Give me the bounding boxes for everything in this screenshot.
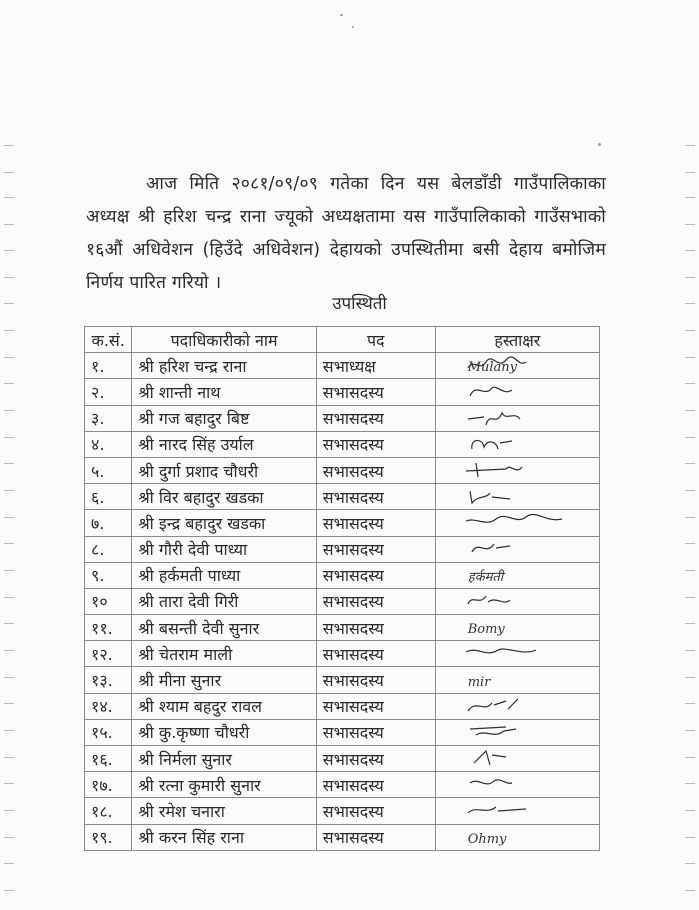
handwritten-signature bbox=[466, 721, 566, 743]
row-post: सभासदस्य bbox=[316, 510, 435, 536]
row-signature bbox=[435, 431, 599, 457]
row-signature bbox=[435, 693, 599, 719]
table-row bbox=[85, 484, 600, 510]
row-name: श्री रमेश चनारा bbox=[132, 798, 316, 824]
row-post: सभासदस्य bbox=[316, 667, 435, 693]
table-row bbox=[85, 641, 600, 667]
row-signature bbox=[435, 719, 599, 745]
scan-speck bbox=[598, 143, 601, 146]
row-post: सभासदस्य bbox=[316, 405, 435, 431]
table-row bbox=[85, 588, 600, 614]
header-post: पद bbox=[316, 327, 435, 353]
attendance-table bbox=[84, 326, 600, 851]
row-name: श्री निर्मला सुनार bbox=[132, 746, 316, 772]
row-post: सभासदस्य bbox=[316, 824, 435, 850]
row-post: सभासदस्य bbox=[316, 746, 435, 772]
table-row bbox=[85, 353, 600, 379]
row-post: सभाध्यक्ष bbox=[316, 353, 435, 379]
handwritten-signature bbox=[466, 511, 566, 533]
right-margin-marks bbox=[685, 0, 699, 910]
handwritten-signature bbox=[466, 799, 566, 821]
table-row bbox=[85, 536, 600, 562]
handwritten-signature bbox=[466, 459, 566, 481]
row-serial: १७. bbox=[85, 772, 132, 798]
row-name: श्री हरिश चन्द्र राना bbox=[132, 353, 316, 379]
row-signature bbox=[435, 562, 599, 588]
header-signature: हस्ताक्षर bbox=[435, 327, 599, 353]
row-post: सभासदस्य bbox=[316, 457, 435, 483]
row-name: श्री दुर्गा प्रशाद चौधरी bbox=[132, 457, 316, 483]
handwritten-signature bbox=[466, 747, 566, 769]
table-row bbox=[85, 667, 600, 693]
row-post: सभासदस्य bbox=[316, 588, 435, 614]
table-row bbox=[85, 379, 600, 405]
row-serial: ७. bbox=[85, 510, 132, 536]
table-row bbox=[85, 615, 600, 641]
handwritten-signature bbox=[466, 590, 566, 612]
row-signature bbox=[435, 615, 599, 641]
signature-text: Bomy bbox=[467, 622, 505, 638]
row-serial: १५. bbox=[85, 719, 132, 745]
row-name: श्री इन्द्र बहादुर खडका bbox=[132, 510, 316, 536]
table-row bbox=[85, 431, 600, 457]
signature-text: Mulany bbox=[467, 360, 518, 376]
row-name: श्री चेतराम माली bbox=[132, 641, 316, 667]
row-serial: ९. bbox=[85, 562, 132, 588]
row-signature bbox=[435, 379, 599, 405]
handwritten-signature bbox=[466, 695, 566, 717]
resolution-paragraph: आज मिति २०८१/०९/०९ गतेका दिन यस बेलडाँडी गाउँपालिकाका अध्यक्ष श्री हरिश चन्द्र राना ज्यूको अध्यक्षतामा यस गाउँपालिकाको गाउँसभाको १६औं अधिवेशन (हिउँदे अधिवेशन) देहायको उपस्थितीमा बसी देहाय बमोजिम निर्णय पारित गरियो । bbox=[86, 173, 606, 293]
handwritten-signature bbox=[466, 354, 566, 376]
row-signature bbox=[435, 510, 599, 536]
row-name: श्री हर्कमती पाध्या bbox=[132, 562, 316, 588]
signature-text: हर्कमती bbox=[467, 569, 504, 585]
handwritten-signature bbox=[466, 773, 566, 795]
row-post: सभासदस्य bbox=[316, 484, 435, 510]
row-serial: ५. bbox=[85, 457, 132, 483]
table-row bbox=[85, 746, 600, 772]
table-row bbox=[85, 405, 600, 431]
handwritten-signature bbox=[466, 433, 566, 455]
row-name: श्री तारा देवी गिरी bbox=[132, 588, 316, 614]
row-serial: ११. bbox=[85, 615, 132, 641]
row-signature bbox=[435, 457, 599, 483]
row-signature bbox=[435, 824, 599, 850]
row-name: श्री श्याम बहदुर रावल bbox=[132, 693, 316, 719]
signature-text: Ohmy bbox=[467, 831, 507, 847]
left-margin-marks bbox=[4, 0, 18, 910]
row-serial: ४. bbox=[85, 431, 132, 457]
row-name: श्री कु.कृष्णा चौधरी bbox=[132, 719, 316, 745]
table-row bbox=[85, 772, 600, 798]
row-serial: १४. bbox=[85, 693, 132, 719]
row-post: सभासदस्य bbox=[316, 798, 435, 824]
table-row bbox=[85, 693, 600, 719]
row-serial: १८. bbox=[85, 798, 132, 824]
row-serial: ३. bbox=[85, 405, 132, 431]
row-name: श्री विर बहादुर खडका bbox=[132, 484, 316, 510]
row-serial: १३. bbox=[85, 667, 132, 693]
handwritten-signature bbox=[466, 642, 566, 664]
row-signature bbox=[435, 667, 599, 693]
row-serial: ८. bbox=[85, 536, 132, 562]
row-post: सभासदस्य bbox=[316, 536, 435, 562]
table-row bbox=[85, 824, 600, 850]
row-post: सभासदस्य bbox=[316, 641, 435, 667]
row-signature bbox=[435, 405, 599, 431]
row-serial: १२. bbox=[85, 641, 132, 667]
row-name: श्री मीना सुनार bbox=[132, 667, 316, 693]
row-serial: १९. bbox=[85, 824, 132, 850]
scan-speck bbox=[340, 14, 343, 16]
row-name: श्री रत्ना कुमारी सुनार bbox=[132, 772, 316, 798]
row-signature bbox=[435, 798, 599, 824]
row-serial: २. bbox=[85, 379, 132, 405]
row-signature bbox=[435, 484, 599, 510]
table-header-row bbox=[85, 327, 600, 353]
row-name: श्री बसन्ती देवी सुनार bbox=[132, 615, 316, 641]
table-row bbox=[85, 457, 600, 483]
header-serial: क.सं. bbox=[85, 327, 132, 353]
row-signature bbox=[435, 353, 599, 379]
handwritten-signature bbox=[466, 407, 566, 429]
row-signature bbox=[435, 588, 599, 614]
table-row bbox=[85, 798, 600, 824]
row-name: श्री नारद सिंह उर्याल bbox=[132, 431, 316, 457]
row-post: सभासदस्य bbox=[316, 772, 435, 798]
row-post: सभासदस्य bbox=[316, 379, 435, 405]
row-signature bbox=[435, 641, 599, 667]
handwritten-signature bbox=[466, 380, 566, 402]
row-name: श्री करन सिंह राना bbox=[132, 824, 316, 850]
row-signature bbox=[435, 746, 599, 772]
attendance-heading: उपस्थिती bbox=[332, 294, 387, 314]
row-name: श्री गज बहादुर बिष्ट bbox=[132, 405, 316, 431]
row-post: सभासदस्य bbox=[316, 562, 435, 588]
handwritten-signature bbox=[466, 538, 566, 560]
row-serial: १० bbox=[85, 588, 132, 614]
row-serial: १. bbox=[85, 353, 132, 379]
row-signature bbox=[435, 772, 599, 798]
table-row bbox=[85, 510, 600, 536]
row-post: सभासदस्य bbox=[316, 693, 435, 719]
row-post: सभासदस्य bbox=[316, 615, 435, 641]
table-row bbox=[85, 719, 600, 745]
header-name: पदाधिकारीको नाम bbox=[132, 327, 316, 353]
handwritten-signature bbox=[466, 485, 566, 507]
table-row bbox=[85, 562, 600, 588]
row-post: सभासदस्य bbox=[316, 431, 435, 457]
row-post: सभासदस्य bbox=[316, 719, 435, 745]
row-signature bbox=[435, 536, 599, 562]
scan-speck bbox=[352, 26, 354, 28]
row-name: श्री गौरी देवी पाध्या bbox=[132, 536, 316, 562]
row-serial: १६. bbox=[85, 746, 132, 772]
row-name: श्री शान्ती नाथ bbox=[132, 379, 316, 405]
signature-text: mir bbox=[467, 674, 491, 690]
row-serial: ६. bbox=[85, 484, 132, 510]
